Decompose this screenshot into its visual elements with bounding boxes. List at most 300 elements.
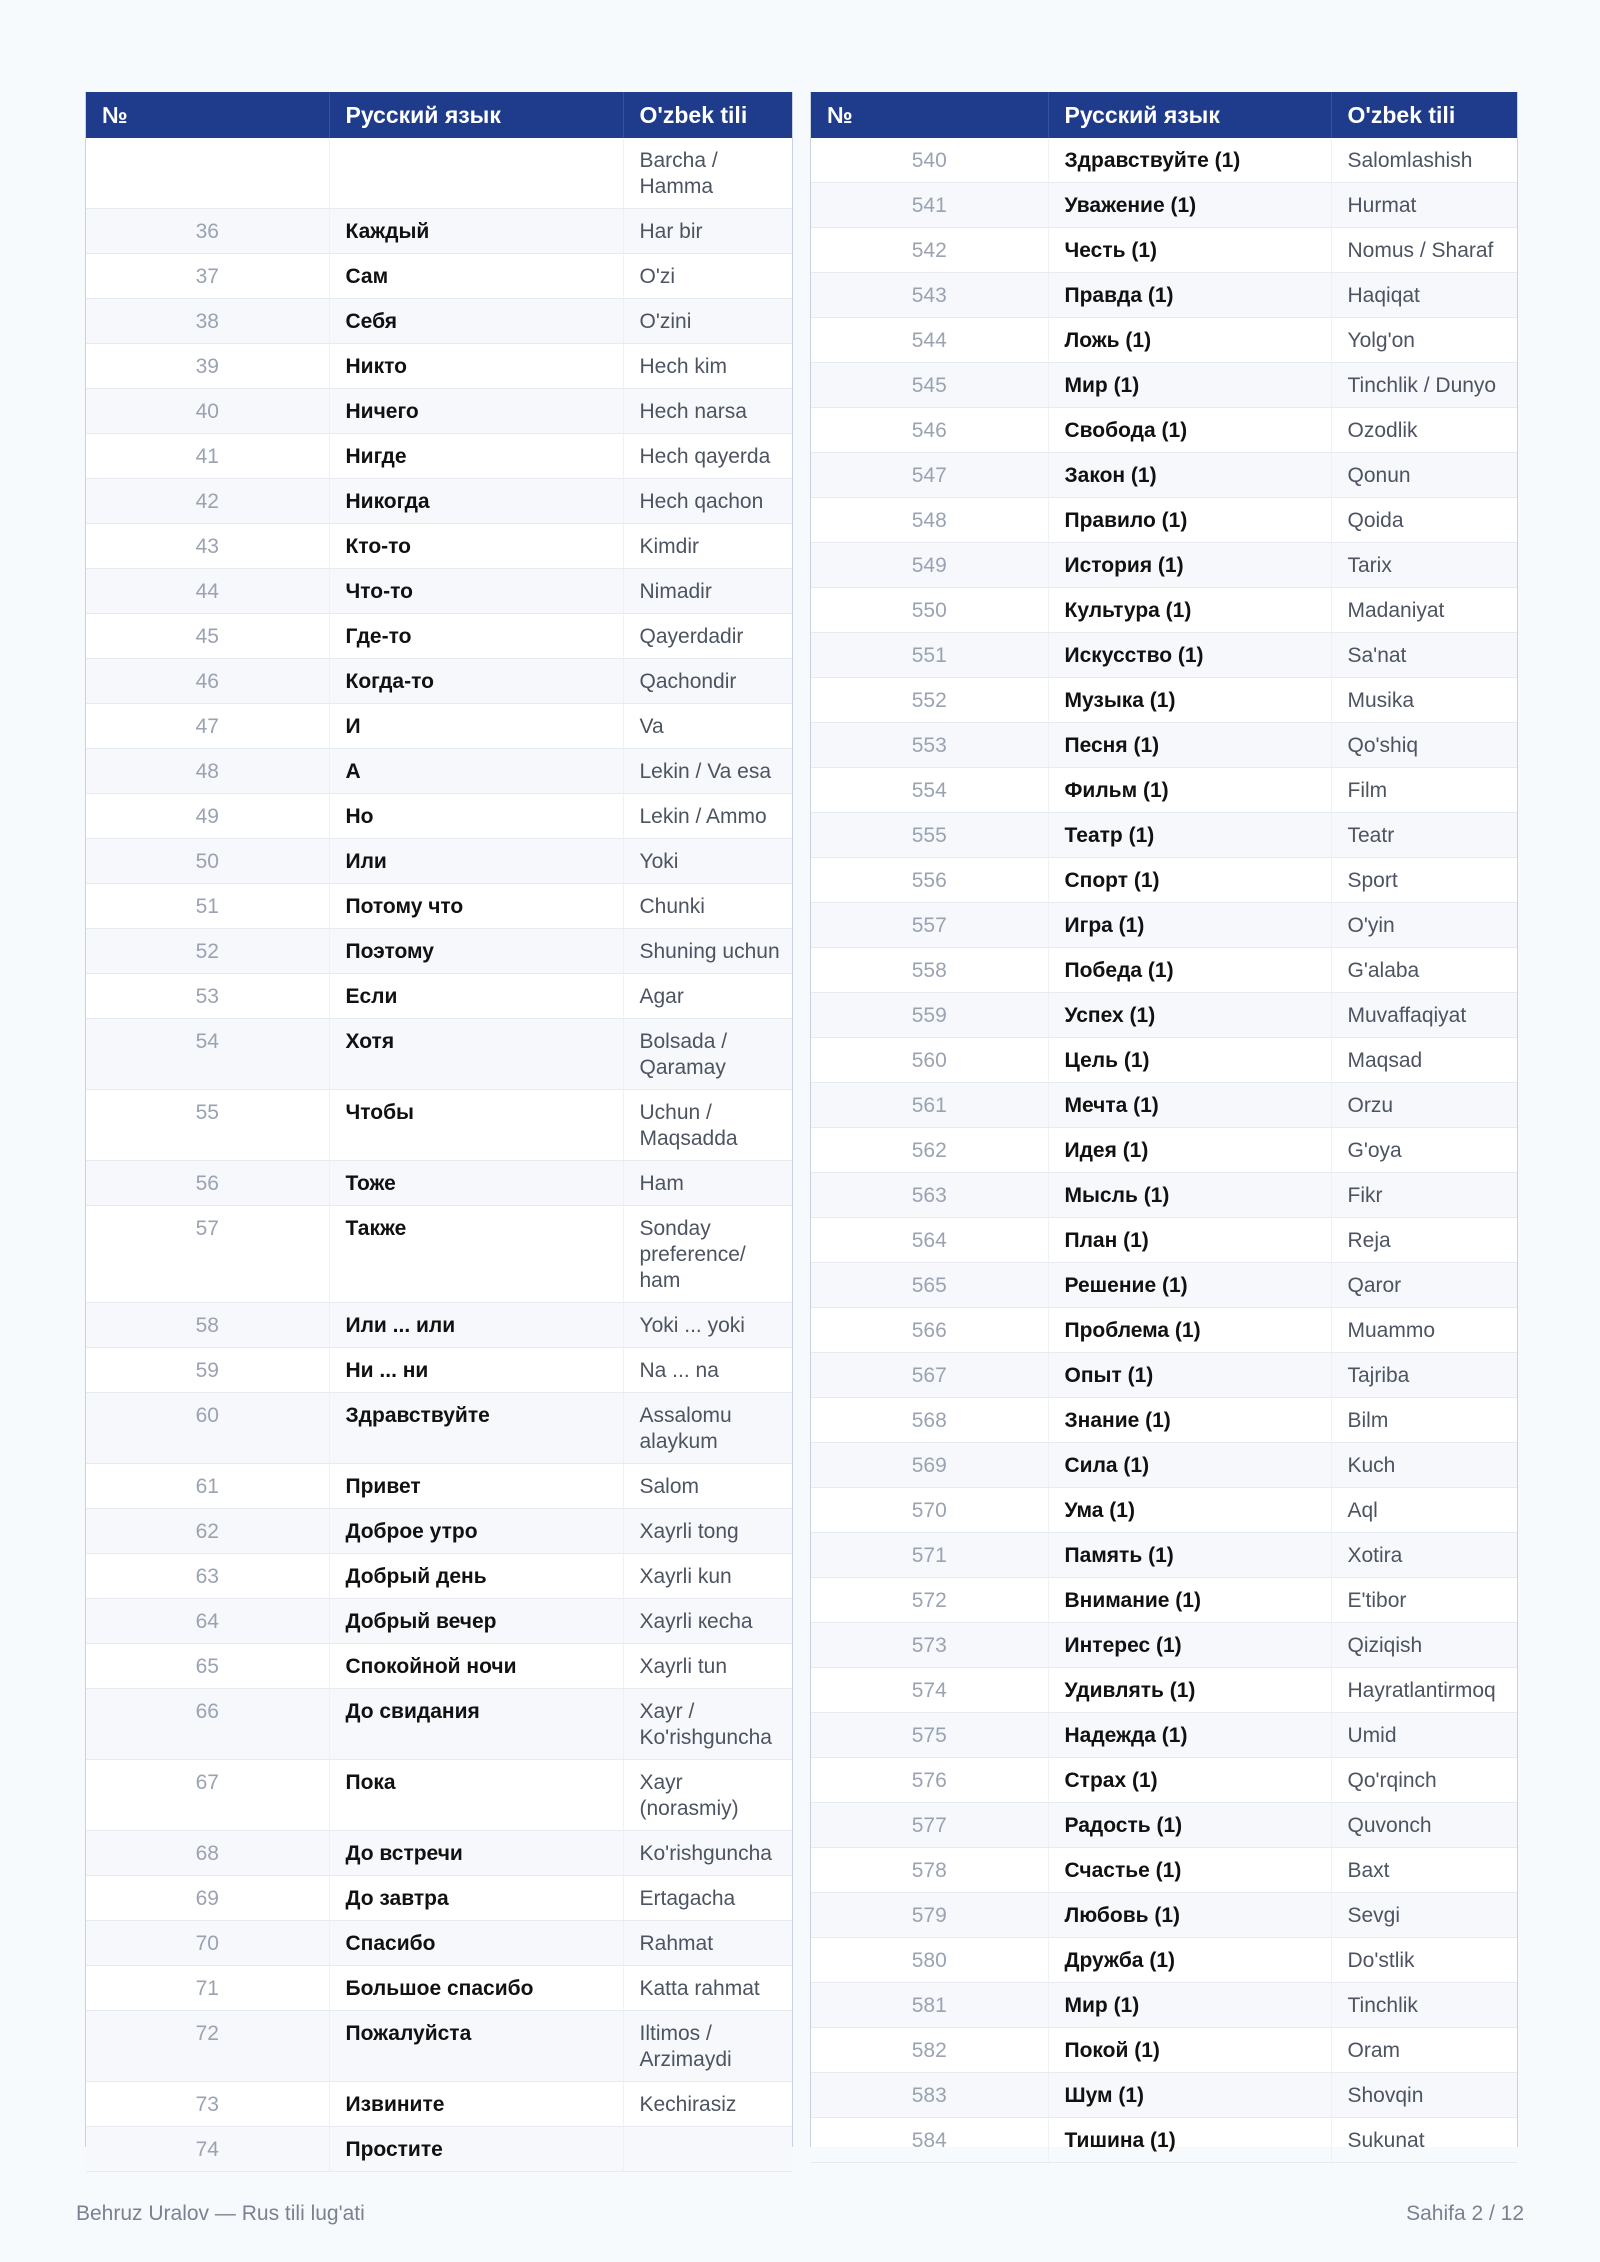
russian-word: Себя	[329, 299, 623, 344]
left-vocabulary-table	[85, 92, 793, 2161]
russian-word: Пока	[329, 1760, 623, 1831]
russian-word: Идея (1)	[1048, 1128, 1331, 1173]
uzbek-translation: Sukunat	[1331, 2118, 1517, 2163]
row-number: 67	[86, 1760, 329, 1831]
russian-word: Цель (1)	[1048, 1038, 1331, 1083]
uzbek-translation: Har bir	[623, 209, 792, 254]
row-number: 584	[811, 2118, 1048, 2163]
russian-word	[329, 138, 623, 209]
table-row	[811, 1938, 1517, 1983]
uzbek-translation: Nomus / Sharaf	[1331, 228, 1517, 273]
uzbek-translation: Tajriba	[1331, 1353, 1517, 1398]
table-row	[86, 344, 792, 389]
russian-word: Добрый день	[329, 1554, 623, 1599]
uzbek-translation: Yoki ... yoki	[623, 1303, 792, 1348]
table-header-row	[811, 92, 1517, 138]
right-table-body	[811, 138, 1517, 2163]
uzbek-translation: G'oya	[1331, 1128, 1517, 1173]
russian-word: До свидания	[329, 1689, 623, 1760]
russian-word: Мир (1)	[1048, 363, 1331, 408]
table-row	[811, 1533, 1517, 1578]
russian-word: До встречи	[329, 1831, 623, 1876]
uzbek-translation: Agar	[623, 974, 792, 1019]
row-number: 66	[86, 1689, 329, 1760]
russian-word: Ничего	[329, 389, 623, 434]
uzbek-translation: Maqsad	[1331, 1038, 1517, 1083]
russian-word: Если	[329, 974, 623, 1019]
russian-word: Фильм (1)	[1048, 768, 1331, 813]
russian-word: Правило (1)	[1048, 498, 1331, 543]
uzbek-translation: Xayrli tun	[623, 1644, 792, 1689]
header-number: №	[811, 92, 1048, 138]
row-number: 62	[86, 1509, 329, 1554]
russian-word: Привет	[329, 1464, 623, 1509]
uzbek-translation: Lekin / Va esa	[623, 749, 792, 794]
russian-word: Никогда	[329, 479, 623, 524]
uzbek-translation: Kuch	[1331, 1443, 1517, 1488]
uzbek-translation: Do'stlik	[1331, 1938, 1517, 1983]
russian-word: История (1)	[1048, 543, 1331, 588]
footer-page-number: Sahifa 2 / 12	[1406, 2202, 1524, 2225]
table-row	[811, 363, 1517, 408]
table-row	[811, 723, 1517, 768]
table-row	[86, 1464, 792, 1509]
russian-word: Ни ... ни	[329, 1348, 623, 1393]
russian-word: Театр (1)	[1048, 813, 1331, 858]
table-row	[811, 273, 1517, 318]
table-row	[86, 1831, 792, 1876]
table-row	[811, 1218, 1517, 1263]
table-row	[811, 318, 1517, 363]
footer-author: Behruz Uralov — Rus tili lug'ati	[76, 2202, 365, 2225]
uzbek-translation: Orzu	[1331, 1083, 1517, 1128]
row-number: 564	[811, 1218, 1048, 1263]
table-row	[86, 1090, 792, 1161]
row-number: 49	[86, 794, 329, 839]
table-row	[86, 479, 792, 524]
uzbek-translation: Va	[623, 704, 792, 749]
row-number: 559	[811, 993, 1048, 1038]
table-row	[811, 1488, 1517, 1533]
uzbek-translation: Tinchlik / Dunyo	[1331, 363, 1517, 408]
row-number: 56	[86, 1161, 329, 1206]
table-row	[86, 1554, 792, 1599]
row-number: 555	[811, 813, 1048, 858]
table-row	[86, 299, 792, 344]
uzbek-translation: Umid	[1331, 1713, 1517, 1758]
uzbek-translation: Bolsada / Qaramay	[623, 1019, 792, 1090]
russian-word: Потому что	[329, 884, 623, 929]
russian-word: Ложь (1)	[1048, 318, 1331, 363]
russian-word: Правда (1)	[1048, 273, 1331, 318]
row-number: 561	[811, 1083, 1048, 1128]
row-number: 563	[811, 1173, 1048, 1218]
row-number: 72	[86, 2011, 329, 2082]
right-vocabulary-table	[810, 92, 1518, 2152]
uzbek-translation: Baxt	[1331, 1848, 1517, 1893]
table-row	[86, 1644, 792, 1689]
russian-word: Спокойной ночи	[329, 1644, 623, 1689]
uzbek-translation: Nimadir	[623, 569, 792, 614]
russian-word: Опыт (1)	[1048, 1353, 1331, 1398]
table-row	[811, 1803, 1517, 1848]
row-number: 41	[86, 434, 329, 479]
uzbek-translation: Salomlashish	[1331, 138, 1517, 183]
table-row	[811, 588, 1517, 633]
russian-word: Также	[329, 1206, 623, 1303]
row-number: 566	[811, 1308, 1048, 1353]
uzbek-translation: Kechirasiz	[623, 2082, 792, 2127]
uzbek-translation: Shovqin	[1331, 2073, 1517, 2118]
russian-word: Тишина (1)	[1048, 2118, 1331, 2163]
uzbek-translation: Aql	[1331, 1488, 1517, 1533]
russian-word: Сам	[329, 254, 623, 299]
uzbek-translation: Ozodlik	[1331, 408, 1517, 453]
header-uzbek: O'zbek tili	[639, 101, 748, 128]
table-row	[86, 138, 792, 209]
uzbek-translation: Barcha / Hamma	[623, 138, 792, 209]
table-row	[86, 839, 792, 884]
row-number: 47	[86, 704, 329, 749]
uzbek-translation: Reja	[1331, 1218, 1517, 1263]
row-number: 46	[86, 659, 329, 704]
russian-word: Счастье (1)	[1048, 1848, 1331, 1893]
row-number: 579	[811, 1893, 1048, 1938]
uzbek-translation: Xayrli кecha	[623, 1599, 792, 1644]
uzbek-translation: O'zi	[623, 254, 792, 299]
table-row	[811, 1263, 1517, 1308]
russian-word: Проблема (1)	[1048, 1308, 1331, 1353]
russian-word: Поэтому	[329, 929, 623, 974]
uzbek-translation: Xayr / Ko'rishguncha	[623, 1689, 792, 1760]
table-row	[86, 1019, 792, 1090]
row-number: 71	[86, 1966, 329, 2011]
russian-word: Здравствуйте	[329, 1393, 623, 1464]
uzbek-translation: Qo'rqinch	[1331, 1758, 1517, 1803]
table-row	[86, 524, 792, 569]
uzbek-translation: O'zini	[623, 299, 792, 344]
uzbek-translation: Ham	[623, 1161, 792, 1206]
uzbek-translation: Lekin / Ammo	[623, 794, 792, 839]
table-row	[86, 209, 792, 254]
russian-word: Песня (1)	[1048, 723, 1331, 768]
uzbek-translation: Sport	[1331, 858, 1517, 903]
row-number: 581	[811, 1983, 1048, 2028]
table-row	[86, 794, 792, 839]
uzbek-translation: Salom	[623, 1464, 792, 1509]
russian-word: Или ... или	[329, 1303, 623, 1348]
table-header-row	[86, 92, 792, 138]
uzbek-translation: Tinchlik	[1331, 1983, 1517, 2028]
row-number: 50	[86, 839, 329, 884]
uzbek-translation: Film	[1331, 768, 1517, 813]
table-row	[86, 1966, 792, 2011]
header-uzbek: O'zbek tili	[1347, 101, 1456, 128]
russian-word: Ума (1)	[1048, 1488, 1331, 1533]
russian-word: Что-то	[329, 569, 623, 614]
russian-word: Чтобы	[329, 1090, 623, 1161]
uzbek-translation: Muammo	[1331, 1308, 1517, 1353]
russian-word: Знание (1)	[1048, 1398, 1331, 1443]
table-row	[811, 1443, 1517, 1488]
uzbek-translation: Chunki	[623, 884, 792, 929]
table-row	[811, 498, 1517, 543]
table-row	[811, 453, 1517, 498]
russian-word: Память (1)	[1048, 1533, 1331, 1578]
header-russian: Русский язык	[329, 92, 623, 138]
uzbek-translation: Yolg'on	[1331, 318, 1517, 363]
uzbek-translation: Qoida	[1331, 498, 1517, 543]
table-row	[86, 1393, 792, 1464]
uzbek-translation: Yoki	[623, 839, 792, 884]
row-number: 52	[86, 929, 329, 974]
row-number: 68	[86, 1831, 329, 1876]
row-number: 69	[86, 1876, 329, 1921]
uzbek-translation: Xayrli kun	[623, 1554, 792, 1599]
russian-word: Добрый вечер	[329, 1599, 623, 1644]
row-number: 40	[86, 389, 329, 434]
table-row	[811, 1713, 1517, 1758]
row-number: 552	[811, 678, 1048, 723]
row-number: 568	[811, 1398, 1048, 1443]
table-row	[811, 1578, 1517, 1623]
row-number: 53	[86, 974, 329, 1019]
russian-word: Хотя	[329, 1019, 623, 1090]
russian-word: Игра (1)	[1048, 903, 1331, 948]
uzbek-translation: Xotira	[1331, 1533, 1517, 1578]
russian-word: Кто-то	[329, 524, 623, 569]
russian-word: План (1)	[1048, 1218, 1331, 1263]
table-row	[811, 2118, 1517, 2163]
russian-word: Закон (1)	[1048, 453, 1331, 498]
table-row	[811, 993, 1517, 1038]
row-number: 48	[86, 749, 329, 794]
table-row	[86, 434, 792, 479]
uzbek-translation: Hech qachon	[623, 479, 792, 524]
uzbek-translation: Tarix	[1331, 543, 1517, 588]
russian-word: Искусство (1)	[1048, 633, 1331, 678]
row-number: 57	[86, 1206, 329, 1303]
table-row	[811, 678, 1517, 723]
row-number: 550	[811, 588, 1048, 633]
uzbek-translation: Katta rahmat	[623, 1966, 792, 2011]
russian-word: Извините	[329, 2082, 623, 2127]
russian-word: Внимание (1)	[1048, 1578, 1331, 1623]
table-row	[811, 543, 1517, 588]
table-row	[811, 138, 1517, 183]
table-row	[86, 704, 792, 749]
table-row	[86, 2127, 792, 2172]
uzbek-translation: Qayerdadir	[623, 614, 792, 659]
row-number: 575	[811, 1713, 1048, 1758]
russian-word: Никто	[329, 344, 623, 389]
table-row	[811, 1038, 1517, 1083]
table-row	[811, 1848, 1517, 1893]
russian-word: Радость (1)	[1048, 1803, 1331, 1848]
russian-word: Свобода (1)	[1048, 408, 1331, 453]
russian-word: Спасибо	[329, 1921, 623, 1966]
uzbek-translation: Na ... na	[623, 1348, 792, 1393]
table-row	[811, 1398, 1517, 1443]
russian-word: Мысль (1)	[1048, 1173, 1331, 1218]
row-number: 557	[811, 903, 1048, 948]
table-row	[86, 1760, 792, 1831]
table-row	[811, 813, 1517, 858]
uzbek-translation: Oram	[1331, 2028, 1517, 2073]
table-row	[86, 2011, 792, 2082]
table-row	[86, 254, 792, 299]
row-number: 38	[86, 299, 329, 344]
uzbek-translation: Qonun	[1331, 453, 1517, 498]
uzbek-translation: Hurmat	[1331, 183, 1517, 228]
uzbek-translation: Qiziqish	[1331, 1623, 1517, 1668]
row-number: 551	[811, 633, 1048, 678]
table-row	[811, 633, 1517, 678]
table-row	[86, 1599, 792, 1644]
table-row	[86, 1206, 792, 1303]
uzbek-translation: Madaniyat	[1331, 588, 1517, 633]
russian-word: Страх (1)	[1048, 1758, 1331, 1803]
table-row	[86, 1876, 792, 1921]
table-row	[86, 974, 792, 1019]
row-number: 70	[86, 1921, 329, 1966]
russian-word: Простите	[329, 2127, 623, 2172]
table-row	[811, 1128, 1517, 1173]
row-number: 558	[811, 948, 1048, 993]
russian-word: Сила (1)	[1048, 1443, 1331, 1488]
row-number: 548	[811, 498, 1048, 543]
russian-word: Честь (1)	[1048, 228, 1331, 273]
table-row	[86, 1921, 792, 1966]
table-row	[811, 858, 1517, 903]
russian-word: Когда-то	[329, 659, 623, 704]
uzbek-translation: Sonday preference/ ham	[623, 1206, 792, 1303]
table-row	[811, 1173, 1517, 1218]
russian-word: Каждый	[329, 209, 623, 254]
row-number: 569	[811, 1443, 1048, 1488]
russian-word: Успех (1)	[1048, 993, 1331, 1038]
header-russian: Русский язык	[1048, 92, 1331, 138]
russian-word: Музыка (1)	[1048, 678, 1331, 723]
row-number: 73	[86, 2082, 329, 2127]
table-row	[86, 1689, 792, 1760]
row-number: 583	[811, 2073, 1048, 2118]
russian-word: До завтра	[329, 1876, 623, 1921]
uzbek-translation: Uchun / Maqsadda	[623, 1090, 792, 1161]
table-row	[86, 884, 792, 929]
table-row	[811, 768, 1517, 813]
uzbek-translation: Muvaffaqiyat	[1331, 993, 1517, 1038]
row-number: 577	[811, 1803, 1048, 1848]
table-row	[811, 408, 1517, 453]
russian-word: Победа (1)	[1048, 948, 1331, 993]
russian-word: Здравствуйте (1)	[1048, 138, 1331, 183]
uzbek-translation: Qo'shiq	[1331, 723, 1517, 768]
row-number: 571	[811, 1533, 1048, 1578]
row-number: 572	[811, 1578, 1048, 1623]
row-number: 542	[811, 228, 1048, 273]
russian-word: Уважение (1)	[1048, 183, 1331, 228]
row-number: 543	[811, 273, 1048, 318]
row-number: 58	[86, 1303, 329, 1348]
russian-word: Тоже	[329, 1161, 623, 1206]
row-number: 541	[811, 183, 1048, 228]
russian-word: И	[329, 704, 623, 749]
row-number: 567	[811, 1353, 1048, 1398]
row-number: 582	[811, 2028, 1048, 2073]
russian-word: Шум (1)	[1048, 2073, 1331, 2118]
row-number: 544	[811, 318, 1048, 363]
table-row	[811, 1893, 1517, 1938]
table-row	[811, 1353, 1517, 1398]
table-row	[86, 1161, 792, 1206]
table-row	[811, 2073, 1517, 2118]
russian-word: Надежда (1)	[1048, 1713, 1331, 1758]
table-row	[811, 1758, 1517, 1803]
row-number: 51	[86, 884, 329, 929]
row-number: 574	[811, 1668, 1048, 1713]
uzbek-translation: Bilm	[1331, 1398, 1517, 1443]
table-row	[811, 1083, 1517, 1128]
row-number: 74	[86, 2127, 329, 2172]
row-number: 39	[86, 344, 329, 389]
russian-word: Но	[329, 794, 623, 839]
table-row	[86, 659, 792, 704]
row-number: 59	[86, 1348, 329, 1393]
table-row	[811, 948, 1517, 993]
row-number: 540	[811, 138, 1048, 183]
uzbek-translation: Hayratlantirmoq	[1331, 1668, 1517, 1713]
table-row	[86, 1303, 792, 1348]
russian-word: Где-то	[329, 614, 623, 659]
russian-word: Любовь (1)	[1048, 1893, 1331, 1938]
uzbek-translation: Hech narsa	[623, 389, 792, 434]
row-number: 570	[811, 1488, 1048, 1533]
uzbek-translation	[623, 2127, 792, 2172]
table-row	[86, 749, 792, 794]
uzbek-translation: Ertagacha	[623, 1876, 792, 1921]
table-row	[811, 183, 1517, 228]
table-row	[86, 2082, 792, 2127]
table-row	[811, 2028, 1517, 2073]
russian-word: Решение (1)	[1048, 1263, 1331, 1308]
left-table-body	[86, 138, 792, 2172]
row-number: 55	[86, 1090, 329, 1161]
uzbek-translation: Xayrli tong	[623, 1509, 792, 1554]
russian-word: Покой (1)	[1048, 2028, 1331, 2073]
uzbek-translation: Quvonch	[1331, 1803, 1517, 1848]
table-row	[811, 1623, 1517, 1668]
uzbek-translation: Iltimos / Arzimaydi	[623, 2011, 792, 2082]
uzbek-translation: Sa'nat	[1331, 633, 1517, 678]
uzbek-translation: Hech kim	[623, 344, 792, 389]
uzbek-translation: Teatr	[1331, 813, 1517, 858]
russian-word: Доброе утро	[329, 1509, 623, 1554]
row-number: 61	[86, 1464, 329, 1509]
row-number: 42	[86, 479, 329, 524]
uzbek-translation: Qachondir	[623, 659, 792, 704]
table-row	[811, 228, 1517, 273]
table-row	[86, 389, 792, 434]
row-number: 54	[86, 1019, 329, 1090]
russian-word: Культура (1)	[1048, 588, 1331, 633]
uzbek-translation: Assalomu alaykum	[623, 1393, 792, 1464]
header-number: №	[86, 92, 329, 138]
row-number: 60	[86, 1393, 329, 1464]
row-number: 560	[811, 1038, 1048, 1083]
uzbek-translation: Rahmat	[623, 1921, 792, 1966]
row-number: 547	[811, 453, 1048, 498]
